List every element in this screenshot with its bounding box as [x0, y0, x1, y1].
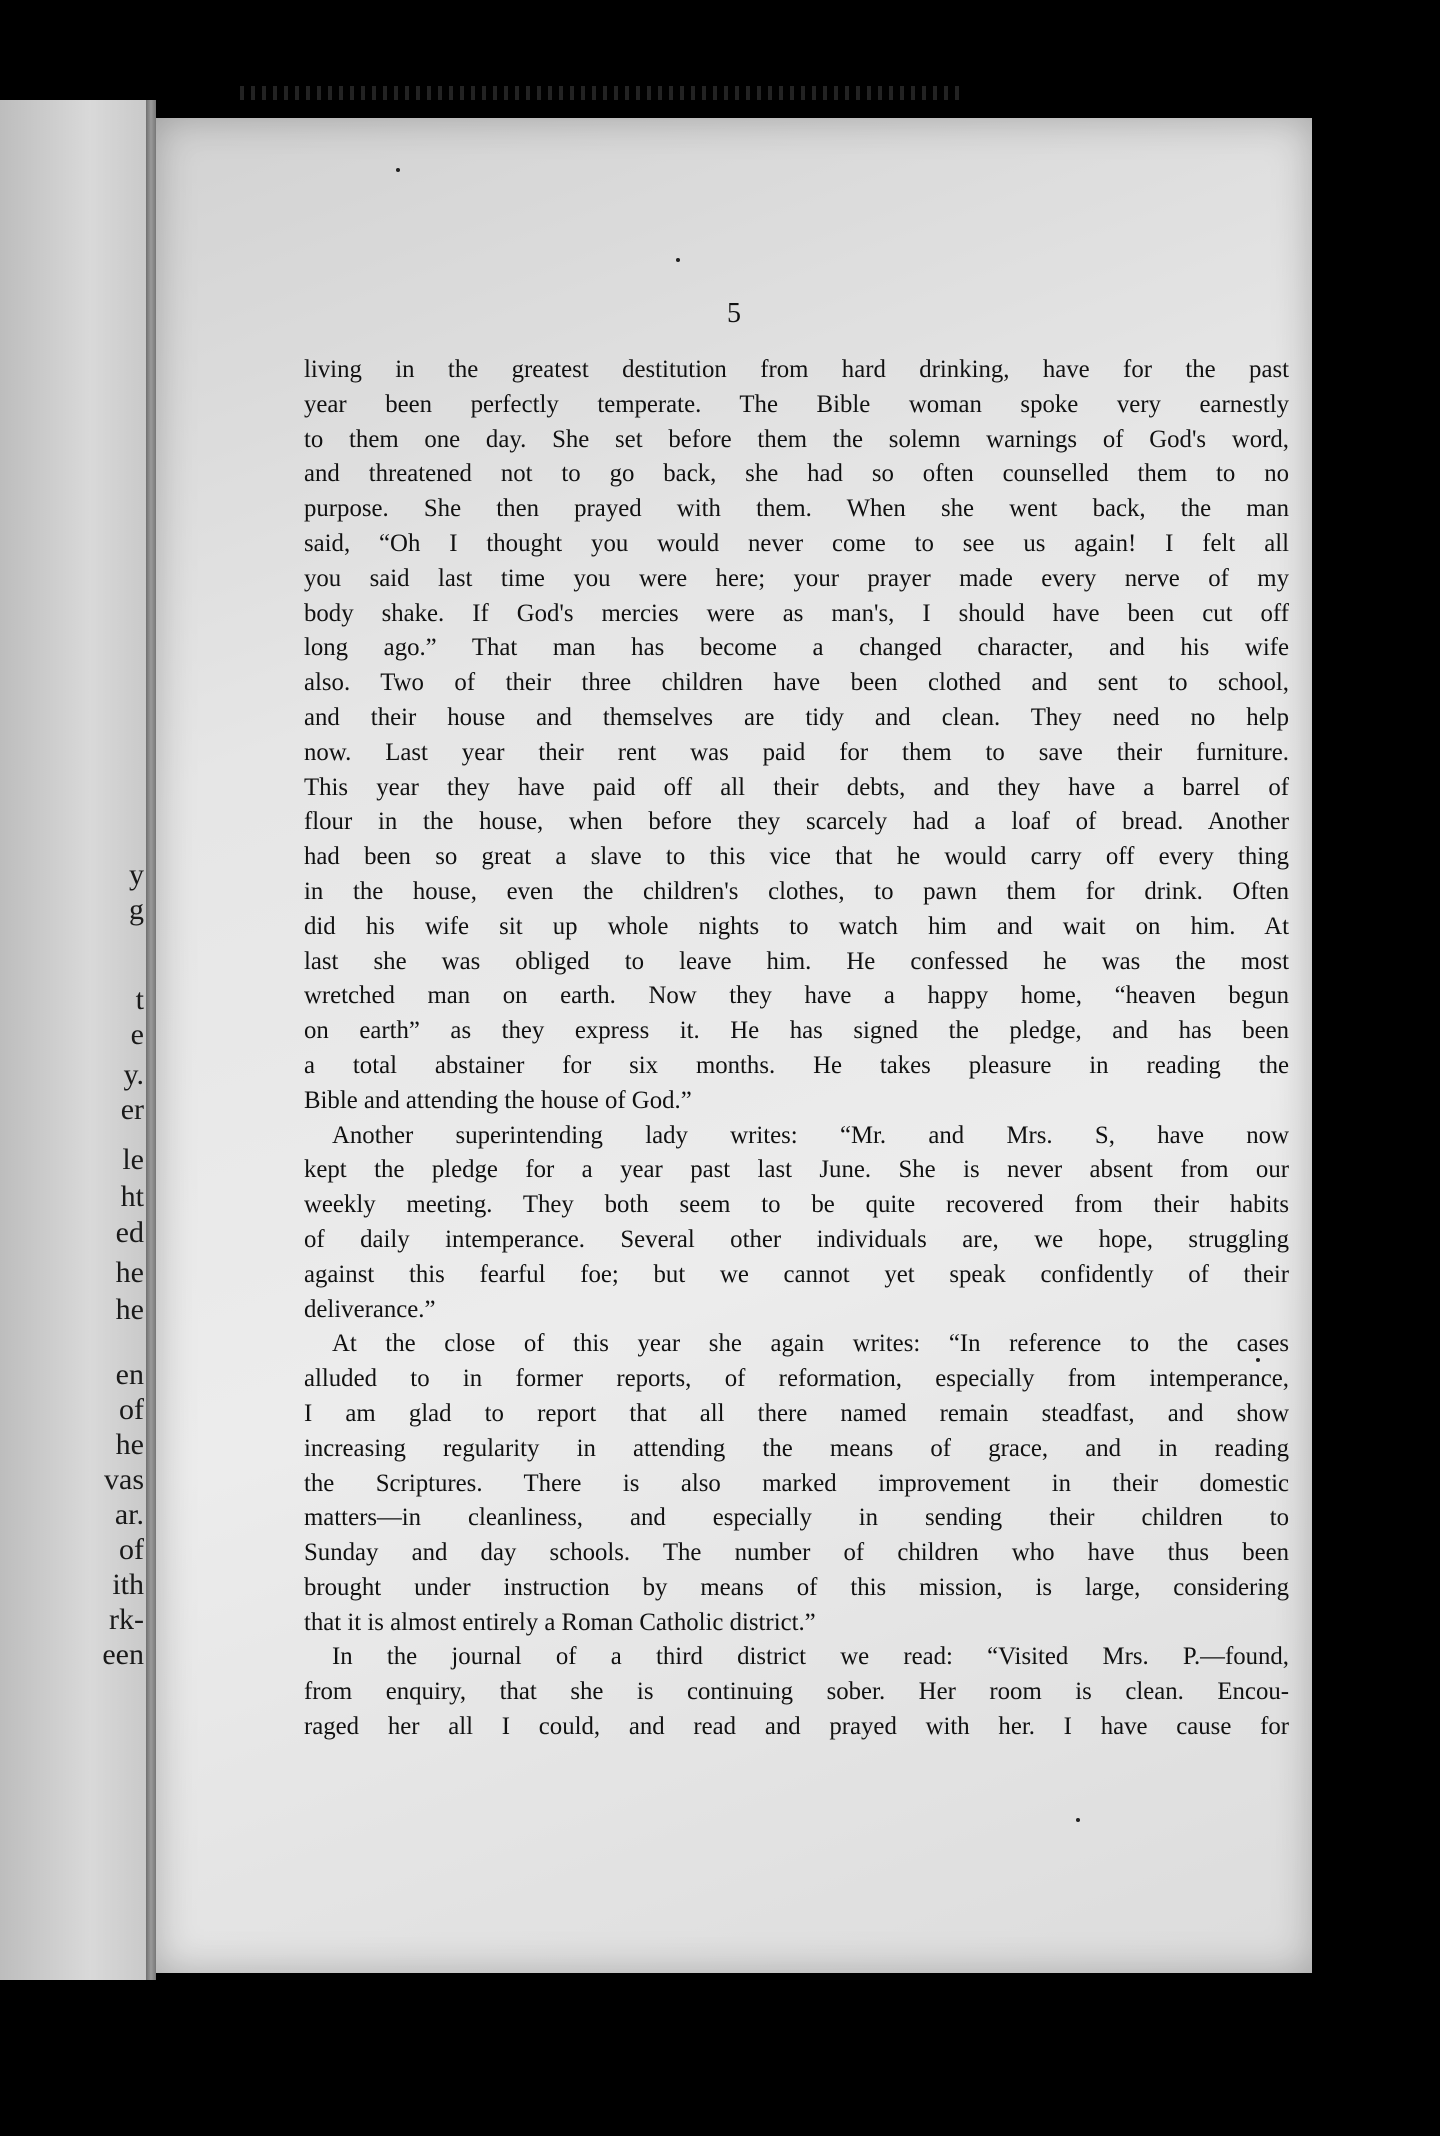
- adjacent-page-fragment: le: [122, 1143, 144, 1176]
- text-line: wretched man on earth. Now they have a happy home, “heaven begun: [304, 982, 1289, 1010]
- scan-speck: [676, 258, 680, 262]
- text-line: purpose. She then prayed with them. When she went back, the man: [304, 495, 1289, 523]
- text-line: flour in the house, when before they scarcely had a loaf of bread. Another: [304, 808, 1289, 836]
- adjacent-page-fragment: vas: [104, 1463, 144, 1496]
- text-line: had been so great a slave to this vice that he would carry off every thing: [304, 843, 1289, 871]
- text-line: At the close of this year she again writes: “In reference to the cases: [332, 1330, 1289, 1358]
- text-line: body shake. If God's mercies were as man's, I should have been cut off: [304, 599, 1289, 627]
- text-line: said, “Oh I thought you would never come to see us again! I felt all: [304, 529, 1289, 557]
- text-line: alluded to in former reports, of reformation, especially from intemperance,: [304, 1365, 1289, 1393]
- text-line: and threatened not to go back, she had so often counselled them to no: [304, 460, 1289, 488]
- text-line: weekly meeting. They both seem to be quite recovered from their habits: [304, 1191, 1289, 1219]
- page-number: 5: [727, 298, 741, 329]
- text-line: year been perfectly temperate. The Bible woman spoke very earnestly: [304, 390, 1289, 418]
- text-line: on earth” as they express it. He has signed the pledge, and has been: [304, 1017, 1289, 1045]
- adjacent-page-fragment: ar.: [114, 1498, 144, 1531]
- adjacent-page-fragments: [0, 100, 150, 1980]
- scan-edge-noise: [240, 86, 960, 100]
- adjacent-page-fragment: ht: [120, 1180, 144, 1213]
- adjacent-page-fragment: y.: [123, 1058, 144, 1091]
- adjacent-page-fragment: he: [115, 1293, 144, 1326]
- text-line: In the journal of a third district we read: “Visited Mrs. P.—found,: [332, 1643, 1289, 1671]
- text-line: against this fearful foe; but we cannot yet speak confidently of their: [304, 1260, 1289, 1288]
- text-line: that it is almost entirely a Roman Catholic district.”: [304, 1608, 816, 1636]
- adjacent-page-fragment: er: [120, 1093, 144, 1126]
- body-text: [304, 353, 1289, 1745]
- document-page: [156, 118, 1312, 1973]
- adjacent-page-fragment: he: [115, 1256, 144, 1289]
- text-line: now. Last year their rent was paid for them to save their furniture.: [304, 738, 1289, 766]
- text-line: raged her all I could, and read and prayed with her. I have cause for: [304, 1713, 1289, 1741]
- text-line: brought under instruction by means of this mission, is large, considering: [304, 1573, 1289, 1601]
- adjacent-page-fragment: t: [135, 983, 144, 1016]
- text-line: increasing regularity in attending the means of grace, and in reading: [304, 1434, 1289, 1462]
- adjacent-page-fragment: een: [102, 1638, 144, 1671]
- text-line: Another superintending lady writes: “Mr. and Mrs. S, have now: [332, 1121, 1289, 1149]
- adjacent-page-fragment: e: [130, 1018, 144, 1051]
- text-line: last she was obliged to leave him. He confessed he was the most: [304, 947, 1289, 975]
- text-line: also. Two of their three children have been clothed and sent to school,: [304, 669, 1289, 697]
- scan-speck: [1256, 1358, 1260, 1362]
- adjacent-page-fragment: ed: [115, 1216, 144, 1249]
- text-line: a total abstainer for six months. He takes pleasure in reading the: [304, 1051, 1289, 1079]
- text-line: I am glad to report that all there named remain steadfast, and show: [304, 1399, 1289, 1427]
- text-line: to them one day. She set before them the solemn warnings of God's word,: [304, 425, 1289, 453]
- text-line: in the house, even the children's clothes, to pawn them for drink. Often: [304, 877, 1289, 905]
- text-line: you said last time you were here; your prayer made every nerve of my: [304, 564, 1289, 592]
- adjacent-page-fragment: of: [119, 1393, 144, 1426]
- text-line: Bible and attending the house of God.”: [304, 1086, 692, 1114]
- scan-speck: [396, 168, 400, 172]
- book-gutter: [146, 100, 156, 1980]
- text-line: of daily intemperance. Several other individuals are, we hope, struggling: [304, 1225, 1289, 1253]
- text-line: did his wife sit up whole nights to watch him and wait on him. At: [304, 912, 1289, 940]
- adjacent-page-fragment: he: [115, 1428, 144, 1461]
- adjacent-page-fragment: en: [115, 1358, 144, 1391]
- adjacent-page-fragment: of: [119, 1533, 144, 1566]
- text-line: matters—in cleanliness, and especially in sending their children to: [304, 1504, 1289, 1532]
- adjacent-page-fragment: rk-: [109, 1603, 144, 1636]
- text-line: living in the greatest destitution from hard drinking, have for the past: [304, 356, 1289, 383]
- text-line: the Scriptures. There is also marked improvement in their domestic: [304, 1469, 1289, 1497]
- text-line: This year they have paid off all their debts, and they have a barrel of: [304, 773, 1289, 801]
- adjacent-page-fragment: y: [129, 858, 144, 891]
- scan-speck: [1076, 1818, 1080, 1822]
- text-line: deliverance.”: [304, 1295, 436, 1323]
- text-line: Sunday and day schools. The number of children who have thus been: [304, 1539, 1289, 1567]
- adjacent-page-fragment: ith: [112, 1568, 144, 1601]
- text-line: from enquiry, that she is continuing sober. Her room is clean. Encou-: [304, 1678, 1289, 1706]
- text-line: kept the pledge for a year past last June. She is never absent from our: [304, 1156, 1289, 1184]
- text-line: long ago.” That man has become a changed character, and his wife: [304, 634, 1289, 662]
- adjacent-page-fragment: g: [129, 893, 144, 926]
- text-line: and their house and themselves are tidy and clean. They need no help: [304, 703, 1289, 731]
- adjacent-page: [0, 100, 150, 1980]
